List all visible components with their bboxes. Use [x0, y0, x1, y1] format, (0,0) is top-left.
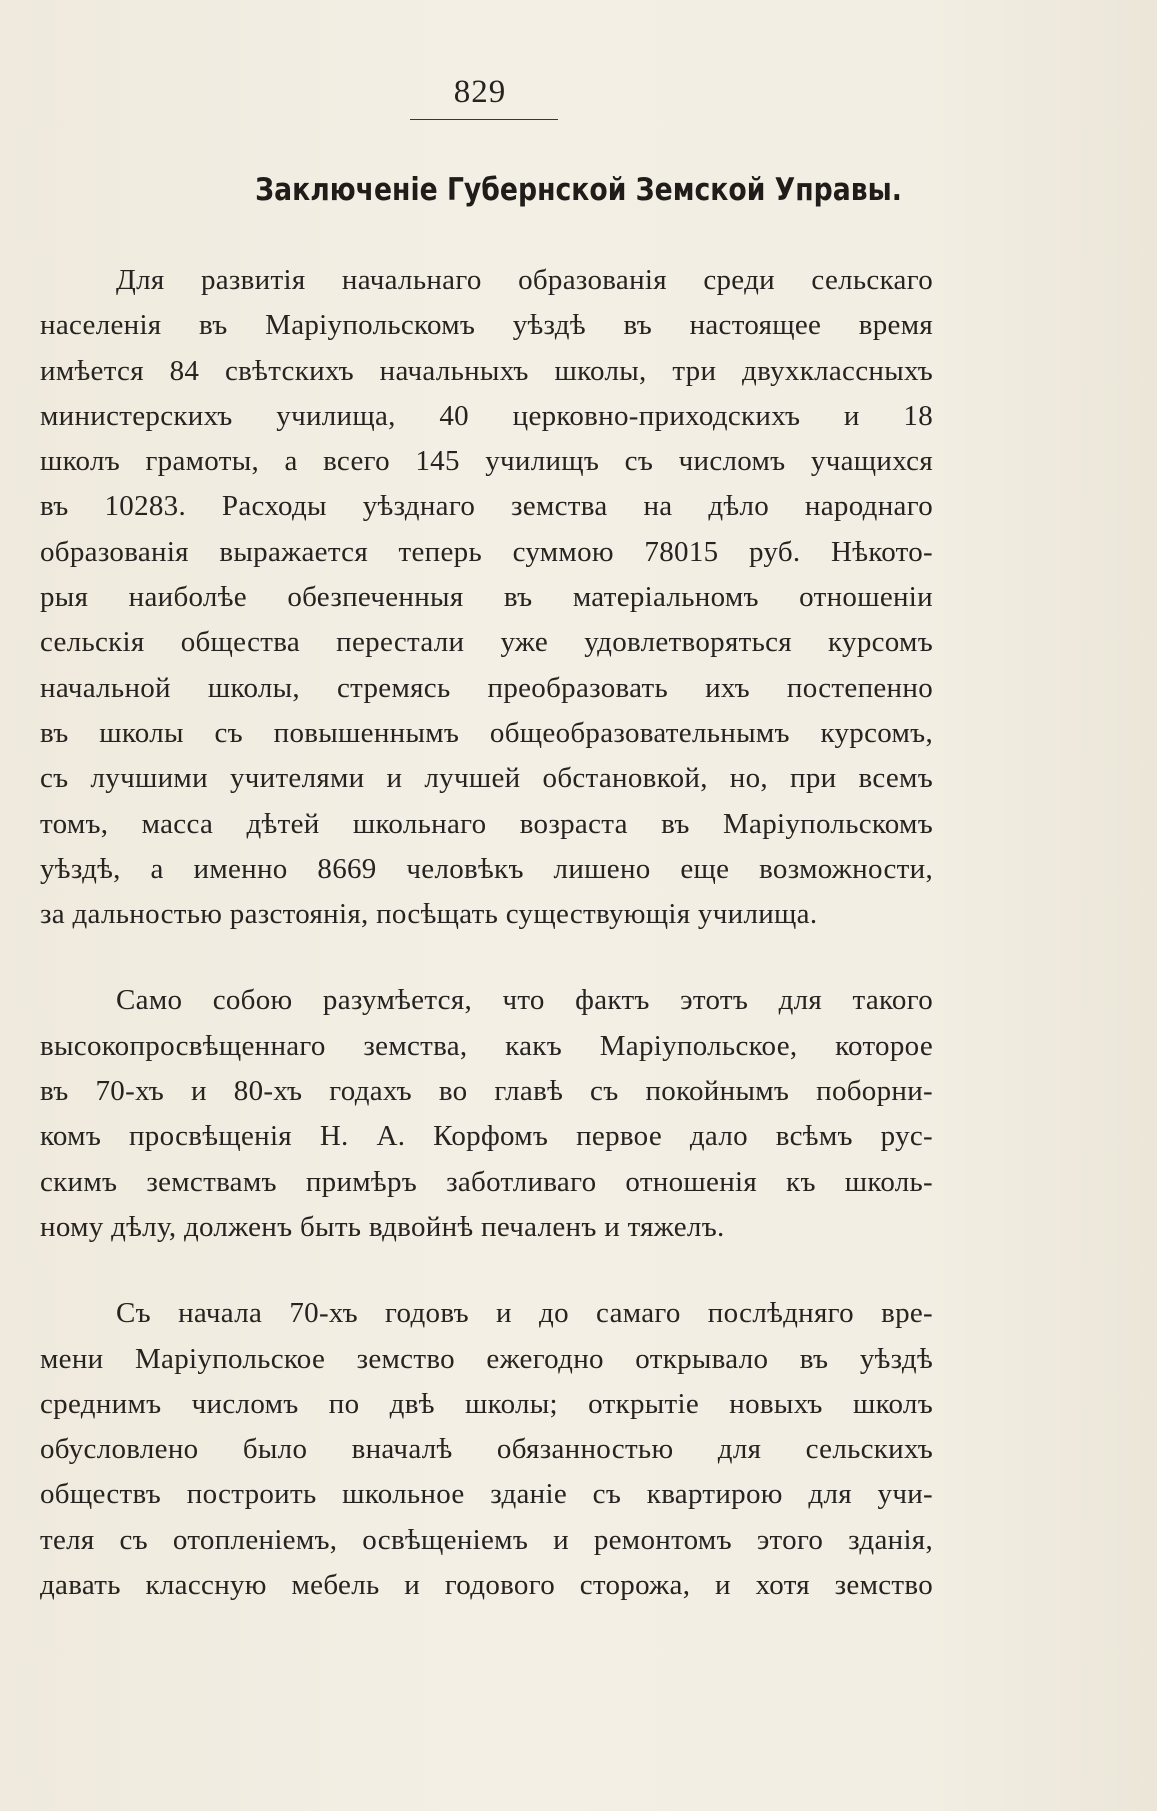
- text-line: имѣется 84 свѣтскихъ начальныхъ школы, три двухклассныхъ: [40, 354, 933, 387]
- paragraph-3: [40, 1291, 933, 1608]
- page-number: 829: [453, 74, 507, 110]
- text-line: скимъ земствамъ примѣръ заботливаго отношенія къ школь-: [40, 1165, 933, 1198]
- text-line: сельскія общества перестали уже удовлетворяться курсомъ: [40, 626, 933, 659]
- text-line: съ лучшими учителями и лучшей обстановкой, но, при всемъ: [40, 762, 933, 795]
- paragraph-1: [40, 258, 933, 937]
- text-line: населенія въ Маріупольскомъ уѣздѣ въ настоящее время: [40, 309, 933, 342]
- text-line: комъ просвѣщенія Н. А. Корфомъ первое дало всѣмъ рус-: [40, 1120, 933, 1153]
- text-line: Для развитія начальнаго образованія среди сельскаго: [116, 264, 933, 296]
- text-line: Съ начала 70-хъ годовъ и до самаго послѣдняго вре-: [116, 1297, 933, 1330]
- text-line: школъ грамоты, а всего 145 училищъ съ числомъ учащихся: [40, 445, 933, 478]
- text-line: министерскихъ училища, 40 церковно-приходскихъ и 18: [40, 399, 933, 432]
- text-line: ному дѣлу, долженъ быть вдвойнѣ печаленъ и тяжелъ.: [40, 1210, 725, 1243]
- text-line: начальной школы, стремясь преобразовать ихъ постепенно: [40, 671, 933, 704]
- text-line: мени Маріупольское земство ежегодно открывало въ уѣздѣ: [40, 1342, 933, 1375]
- paragraph-2: [40, 978, 933, 1250]
- text-line: давать классную мебель и годового сторожа, и хотя земство: [40, 1569, 933, 1602]
- text-line: томъ, масса дѣтей школьнаго возраста въ Маріупольскомъ: [40, 807, 933, 840]
- text-line: въ 70-хъ и 80-хъ годахъ во главѣ съ покойнымъ поборни-: [40, 1075, 933, 1108]
- text-line: высокопросвѣщеннаго земства, какъ Маріупольское, которое: [40, 1029, 933, 1062]
- text-line: въ 10283. Расходы уѣзднаго земства на дѣло народнаго: [40, 490, 933, 523]
- body-text: [40, 258, 933, 1608]
- text-line: обусловлено было вначалѣ обязанностью для сельскихъ: [40, 1433, 933, 1466]
- text-line: въ школы съ повышеннымъ общеобразовательнымъ курсомъ,: [40, 716, 933, 749]
- section-heading: Заключеніе Губернской Земской Управы.: [255, 172, 902, 208]
- text-line: Само собою разумѣется, что фактъ этотъ для такого: [116, 984, 933, 1017]
- text-line: теля съ отопленіемъ, освѣщеніемъ и ремонтомъ этого зданія,: [40, 1523, 933, 1556]
- text-line: образованія выражается теперь суммою 78015 руб. Нѣкото-: [40, 535, 933, 568]
- text-line: обществъ построить школьное зданіе съ квартирою для учи-: [40, 1478, 933, 1511]
- text-line: за дальностью разстоянія, посѣщать существующія училища.: [40, 898, 818, 931]
- text-line: среднимъ числомъ по двѣ школы; открытіе новыхъ школъ: [40, 1387, 933, 1420]
- page-number-rule: [410, 119, 558, 120]
- text-line: уѣздѣ, а именно 8669 человѣкъ лишено еще возможности,: [40, 852, 933, 885]
- text-line: рыя наиболѣе обезпеченныя въ матеріальномъ отношеніи: [40, 581, 933, 614]
